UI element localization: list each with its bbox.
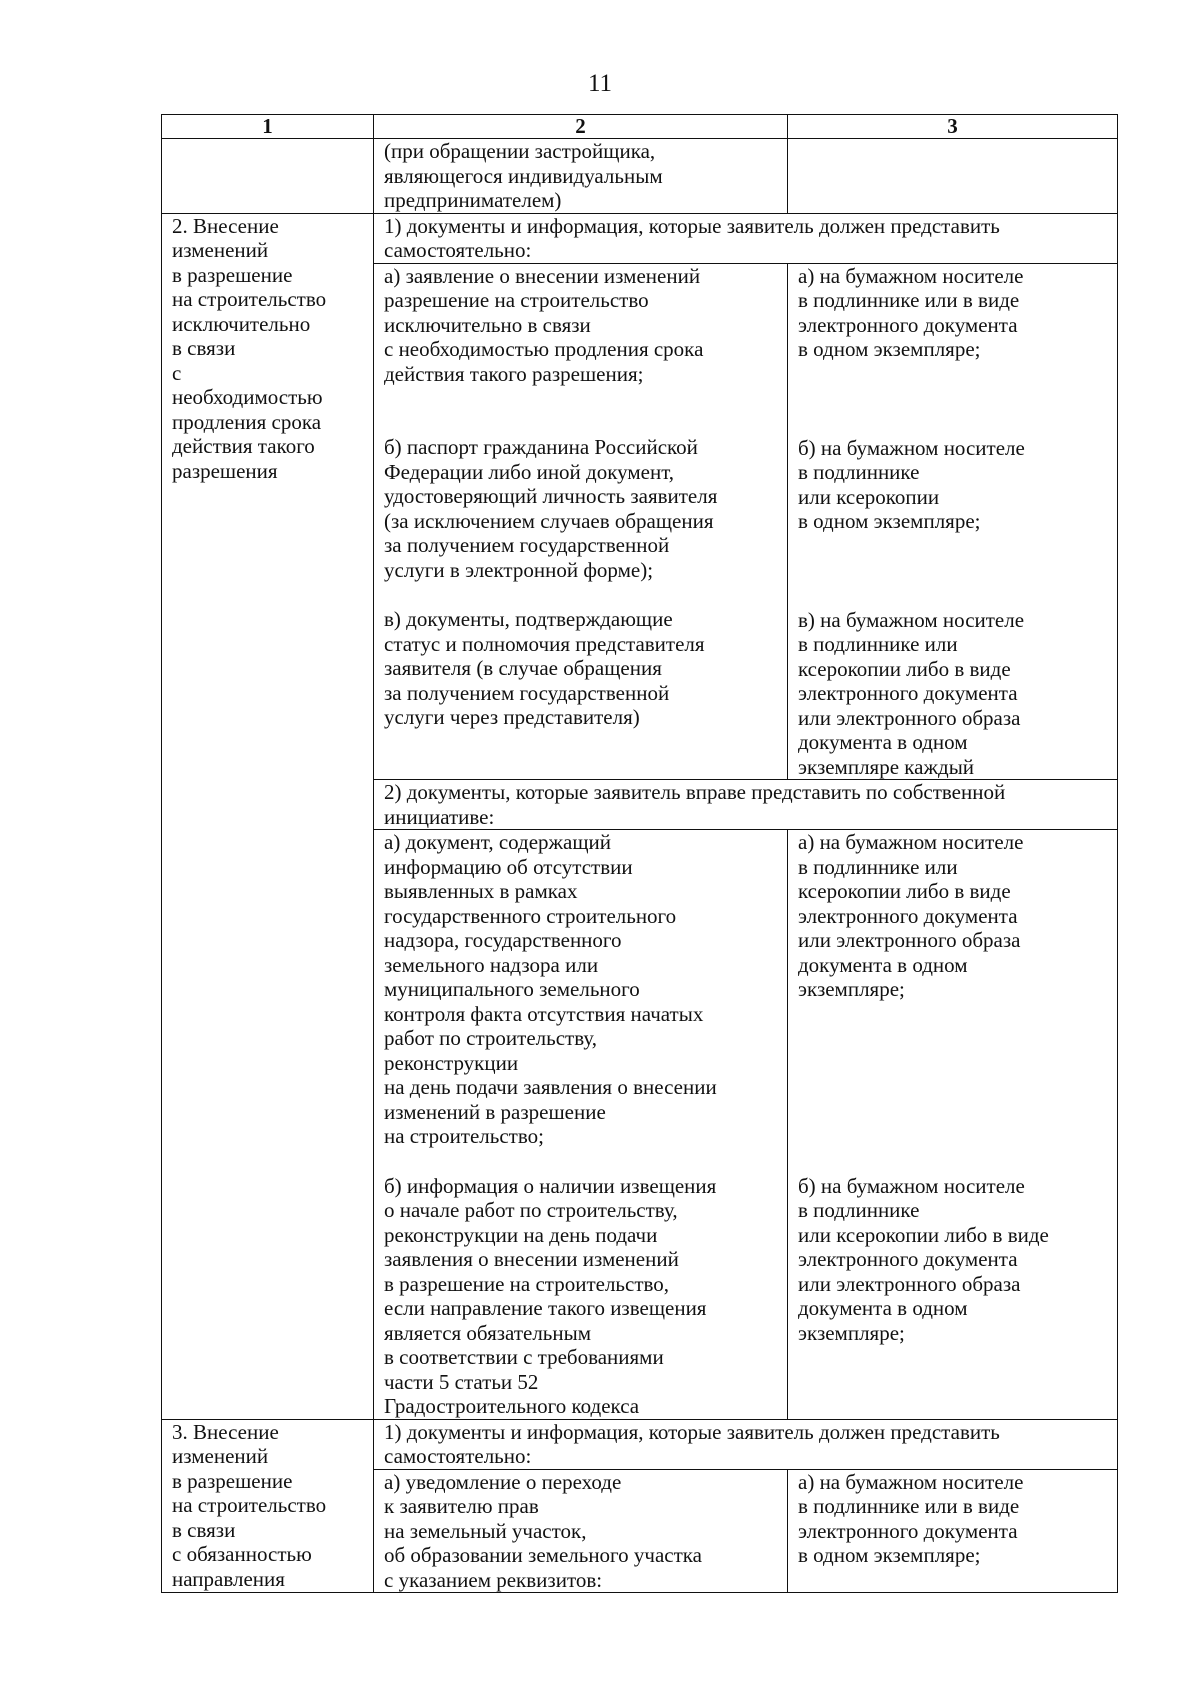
continuation-form-cell	[788, 139, 1118, 214]
continuation-col1-cell	[162, 139, 374, 214]
section2-group2-title: 2) документы, которые заявитель вправе представить по собственной инициативе:	[374, 780, 1118, 830]
section3-title: 3. Внесение изменений в разрешение на строительство в связи с обязанностью направления	[162, 1419, 374, 1593]
column-header-1: 1	[162, 115, 374, 139]
section2-title: 2. Внесение изменений в разрешение на строительство исключительно в связи с необходимостью продления срока действия такого разрешения	[162, 213, 374, 1419]
section2-group1-form-a: а) на бумажном носителе в подлиннике или в виде электронного документа в одном экземпляре;	[798, 263, 1024, 361]
continuation-doc-cell: (при обращении застройщика, являющегося индивидуальным предпринимателем)	[374, 139, 788, 214]
table-header-row	[162, 115, 1118, 139]
section2-group1-forms-cell	[788, 263, 1118, 780]
section2-group1-doc-c: в) документы, подтверждающие статус и полномочия представителя заявителя (в случае обращения за получением государственной услуги через представителя)	[384, 607, 705, 729]
section2-group2-form-b: б) на бумажном носителе в подлиннике или ксерокопии либо в виде электронного документа или электронного образа документа в одном экземпляре;	[798, 1173, 1049, 1345]
section2-group1-doc-a: а) заявление о внесении изменений разрешение на строительство исключительно в связи с необходимостью продления срока действия такого разрешения;	[384, 263, 704, 386]
requirements-table	[161, 114, 1118, 1593]
section2-group1-docs-cell	[374, 263, 788, 780]
section2-group2-docs-cell	[374, 830, 788, 1420]
section2-group2-doc-b: б) информация о наличии извещения о начале работ по строительству, реконструкции на день подачи заявления о внесении изменений в разрешение на строительство, если направление такого извещения является обязательным в соответствии с требованиями части 5 статьи 52 Градостроительного кодекса	[384, 1173, 717, 1418]
column-header-2: 2	[374, 115, 788, 139]
section2-group1-title-row	[162, 213, 1118, 263]
section2-group2-doc-a: а) документ, содержащий информацию об отсутствии выявленных в рамках государственного строительного надзора, государственного земельного надзора или муниципального земельного контроля факта отсутствия начатых работ по строительству, реконструкции на день подачи заявления о внесении изменений в разрешение на строительство;	[384, 830, 717, 1148]
section2-group2-forms-cell	[788, 830, 1118, 1420]
section2-group1-doc-b: б) паспорт гражданина Российской Федерации либо иной документ, удостоверяющий личность заявителя (за исключением случаев обращения за получением государственной услуги в электронной форме);	[384, 435, 718, 582]
page-number: 11	[587, 70, 613, 97]
section2-group2-form-a: а) на бумажном носителе в подлиннике или ксерокопии либо в виде электронного документа или электронного образа документа в одном экземпляре;	[798, 830, 1024, 1001]
section2-group1-form-b: б) на бумажном носителе в подлиннике или ксерокопии в одном экземпляре;	[798, 435, 1025, 533]
section2-group1-form-c: в) на бумажном носителе в подлиннике или ксерокопии либо в виде электронного документа или электронного образа документа в одном экземпляре каждый	[798, 607, 1025, 779]
section3-group1-title: 1) документы и информация, которые заявитель должен представить самостоятельно:	[374, 1419, 1118, 1469]
section2-group1-title: 1) документы и информация, которые заявитель должен представить самостоятельно:	[374, 213, 1118, 263]
section3-doc-a: а) уведомление о переходе к заявителю прав на земельный участок, об образовании земельного участка с указанием реквизитов:	[374, 1469, 788, 1593]
section3-form-a: а) на бумажном носителе в подлиннике или в виде электронного документа в одном экземпляре;	[788, 1469, 1118, 1593]
column-header-3: 3	[788, 115, 1118, 139]
continuation-row	[162, 139, 1118, 214]
section3-group1-title-row	[162, 1419, 1118, 1469]
